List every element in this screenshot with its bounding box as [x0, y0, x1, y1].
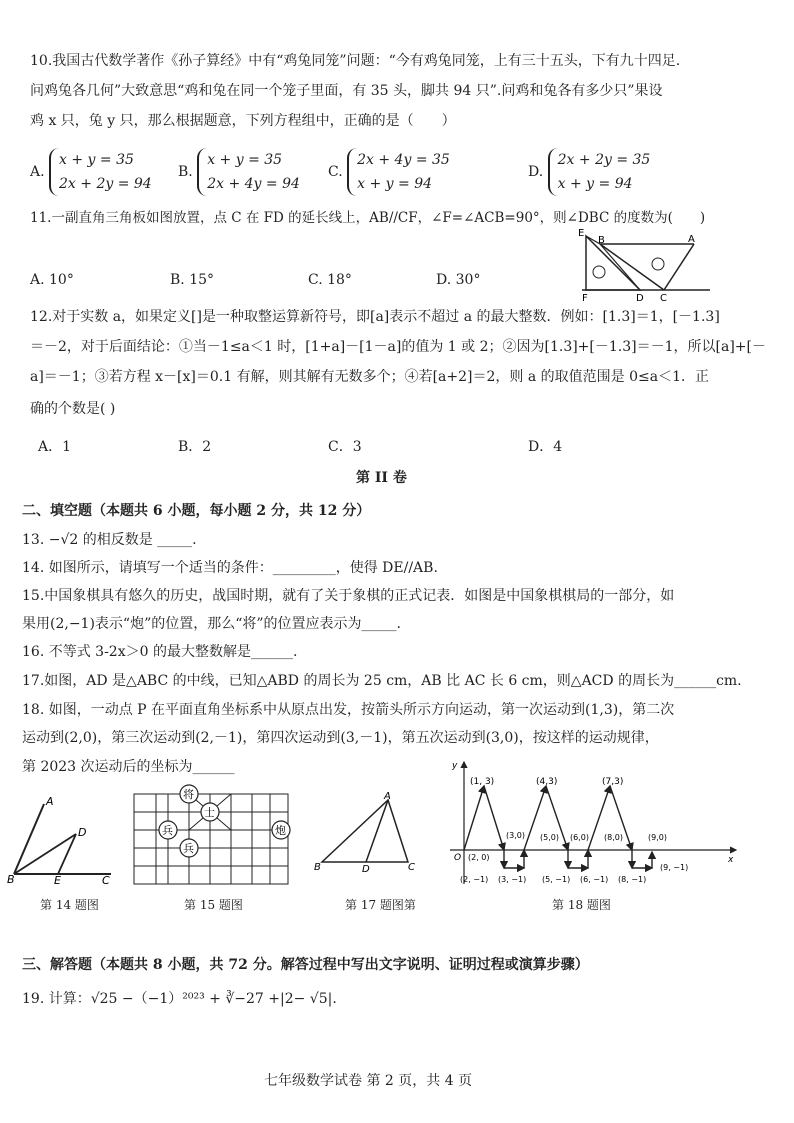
- option-label: B.: [178, 164, 193, 180]
- equation: 2x + 2y = 35: [557, 152, 651, 168]
- q12-option-c: C．3: [328, 439, 362, 455]
- q11-option-b: B. 15°: [170, 272, 215, 288]
- caption-fig15: 第 15 题图: [184, 898, 243, 912]
- chess-label-bing2: 兵: [183, 842, 194, 855]
- q12-line3: a]＝－1；③若方程 x－[x]＝0.1 有解，则其解有无数多个；④若[a+2]＝2，则 a 的取值范围是 0≤a＜1．正: [30, 369, 709, 385]
- point-label-b: B: [598, 235, 605, 246]
- caption-fig17: 第 17 题图第: [345, 898, 416, 912]
- point-label-d: D: [362, 864, 370, 875]
- equation: 2x + 2y = 94: [59, 176, 152, 192]
- point-label-a: A: [384, 791, 391, 802]
- option-label: D.: [528, 164, 544, 180]
- figure-15: [128, 782, 298, 888]
- point-label-c: C: [102, 874, 110, 885]
- q10-line3: 鸡 x 只，兔 y 只，那么根据题意，下列方程组中，正确的是（ ）: [30, 113, 456, 129]
- point-label-c: C: [660, 293, 667, 302]
- figure-17: [310, 790, 422, 878]
- caption-fig14: 第 14 题图: [40, 898, 99, 912]
- point-label-b: B: [7, 873, 15, 885]
- coord-label: (9,0): [648, 833, 667, 842]
- point-label-e: E: [578, 228, 585, 239]
- coord-label: (3,0): [506, 831, 525, 840]
- figure-18: [446, 758, 742, 890]
- point-label-b: B: [314, 862, 321, 873]
- coord-label: (2, −1): [460, 875, 489, 884]
- point-label-f: F: [582, 293, 588, 302]
- axis-label-x: x: [728, 855, 734, 865]
- chess-label-shi: 士: [204, 806, 215, 819]
- chess-label-pao: 炮: [275, 824, 286, 837]
- point-label-a: A: [688, 234, 695, 245]
- chess-label-bing1: 兵: [162, 824, 173, 837]
- coord-label: (2, 0): [468, 853, 490, 862]
- equation: 2x + 4y = 94: [207, 176, 300, 192]
- q16: 16. 不等式 3-2x＞0 的最大整数解是______.: [22, 644, 298, 660]
- q13: 13. −√2 的相反数是 _____.: [22, 532, 197, 548]
- coord-label: (1, 3): [470, 777, 495, 787]
- coord-label: (6,0): [570, 833, 589, 842]
- q19: 19. 计算：√25 −（−1）²⁰²³ + ∛−27 +|2− √5|.: [22, 991, 337, 1007]
- equation: x + y = 94: [557, 176, 633, 192]
- q18-line2: 运动到(2,0)，第三次运动到(2,－1)，第四次运动到(3,－1)，第五次运动到(3,0)，按这样的运动规律，: [22, 730, 659, 746]
- coord-label: (5, −1): [542, 875, 571, 884]
- coord-label: (5,0): [540, 833, 559, 842]
- equation-system: [49, 148, 156, 196]
- q10-option-b: [178, 148, 304, 196]
- coord-label: (8,0): [604, 833, 623, 842]
- equation-system: [548, 148, 655, 196]
- q12-line1: 12.对于实数 a，如果定义[]是一种取整运算新符号，即[a]表示不超过 a 的最大整数．例如：[1.3]＝1，[－1.3]: [30, 309, 720, 325]
- section-3-heading: 三、解答题（本题共 8 小题，共 72 分。解答过程中写出文字说明、证明过程或演算步骤）: [22, 957, 589, 973]
- q10-option-a: [30, 148, 156, 196]
- section-2-heading: 二、填空题（本题共 6 小题，每小题 2 分，共 12 分）: [22, 503, 371, 519]
- point-label-a: A: [46, 795, 54, 808]
- equation: 2x + 4y = 35: [357, 152, 450, 168]
- coord-label: (4,3): [536, 777, 558, 787]
- q15-line1: 15.中国象棋具有悠久的历史，战国时期，就有了关于象棋的正式记表．如图是中国象棋棋局的一部分，如: [22, 588, 675, 604]
- q11-option-c: C. 18°: [308, 272, 352, 288]
- q11-figure: [570, 226, 715, 302]
- equation: x + y = 35: [207, 152, 283, 168]
- chess-label-jiang: 将: [183, 788, 194, 801]
- coord-label: (8, −1): [618, 875, 647, 884]
- coord-label: (7,3): [602, 777, 624, 787]
- q12-option-a: A．1: [38, 439, 72, 455]
- option-label: A.: [30, 164, 45, 180]
- option-label: C.: [328, 164, 343, 180]
- q18-line3: 第 2023 次运动后的坐标为______: [22, 759, 235, 775]
- part-title: 第 II 卷: [356, 470, 407, 486]
- equation: x + y = 35: [59, 152, 134, 168]
- page-footer: 七年级数学试卷 第 2 页，共 4 页: [264, 1073, 473, 1089]
- q11-text: 11.一副直角三角板如图放置，点 C 在 FD 的延长线上，AB//CF，∠F=∠ACB=90°，则∠DBC 的度数为( ): [30, 210, 706, 226]
- q17: 17.如图，AD 是△ABC 的中线，已知△ABD 的周长为 25 cm，AB 比 AC 长 6 cm，则△ACD 的周长为______cm.: [22, 673, 742, 689]
- origin-label: O: [454, 853, 462, 863]
- q18-line1: 18. 如图，一动点 P 在平面直角坐标系中从原点出发，按箭头所示方向运动，第一次运动到(1,3)，第二次: [22, 702, 675, 718]
- coord-label: (9, −1): [660, 863, 689, 872]
- point-label-e: E: [54, 874, 61, 885]
- q12-option-d: D．4: [528, 439, 563, 455]
- caption-fig18: 第 18 题图: [552, 898, 611, 912]
- equation-system: [197, 148, 304, 196]
- point-label-d: D: [636, 293, 644, 302]
- q10-line1: 10.我国古代数学著作《孙子算经》中有“鸡兔同笼”问题：“今有鸡兔同笼，上有三十五头，下有九十四足.: [30, 53, 681, 69]
- q10-line2: 问鸡兔各几何”大致意思“鸡和兔在同一个笼子里面，有 35 头，脚共 94 只”.问鸡和兔各有多少只”果设: [30, 83, 663, 99]
- q11-option-d: D. 30°: [436, 272, 481, 288]
- axis-label-y: y: [452, 761, 458, 771]
- point-label-c: C: [408, 862, 415, 873]
- q11-option-a: A. 10°: [30, 272, 74, 288]
- q10-option-d: [528, 148, 654, 196]
- figure-14: [6, 790, 116, 885]
- point-label-d: D: [78, 826, 87, 839]
- q15-line2: 果用(2,−1)表示“炮”的位置，那么“将”的位置应表示为_____.: [22, 616, 401, 632]
- q12-line4: 确的个数是( ): [30, 401, 116, 417]
- q14: 14. 如图所示，请填写一个适当的条件：_________，使得 DE//AB.: [22, 560, 438, 576]
- q12-line2: ＝－2，对于后面结论：①当－1≤a＜1 时，[1+a]－[1－a]的值为 1 或 2；②因为[1.3]+[－1.3]＝－1，所以[a]+[－: [30, 339, 766, 355]
- coord-label: (6, −1): [580, 875, 609, 884]
- q12-option-b: B．2: [178, 439, 212, 455]
- equation: x + y = 94: [357, 176, 433, 192]
- coord-label: (3, −1): [498, 875, 527, 884]
- equation-system: [347, 148, 454, 196]
- q10-option-c: [328, 148, 454, 196]
